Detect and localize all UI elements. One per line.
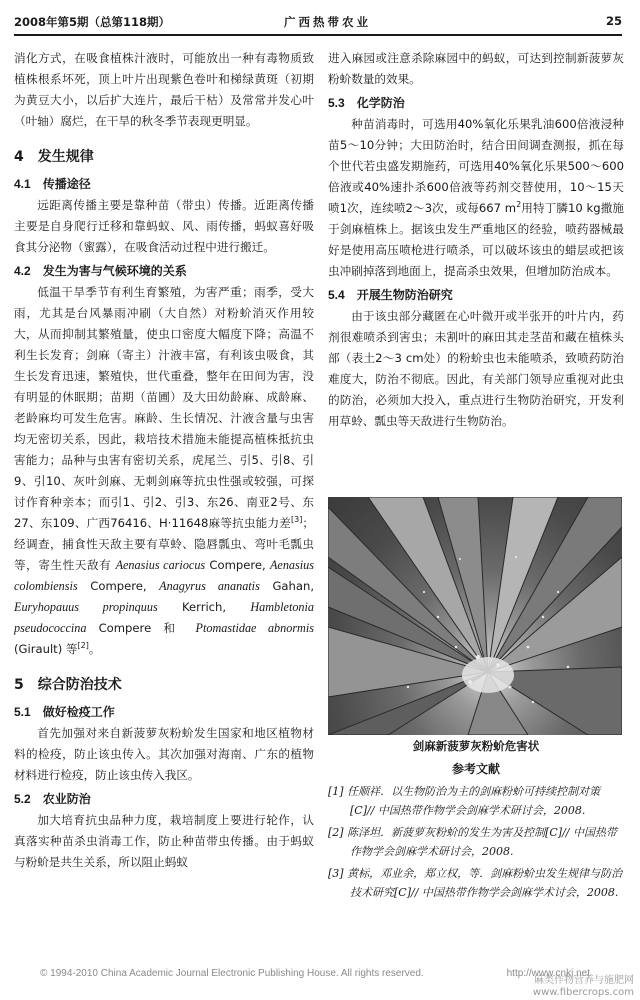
reference-item: [2] 陈泽坦．新菠萝灰粉蚧的发生为害及控制[C]// 中国热带作物学会剑麻学术研讨会，2008. [328, 826, 617, 858]
section-heading-4: 4 发生规律 [14, 149, 94, 165]
citation-2: [2] [77, 641, 89, 651]
figure-caption: 剑麻新菠萝灰粉蚧危害状 [412, 739, 540, 753]
citation-3: [3] [291, 515, 303, 525]
species-name: Euryhopauus propinquus [14, 600, 158, 614]
species-name: Aenasius colombiensis [14, 558, 314, 593]
subsection-heading-5-1: 5.1 做好检疫工作 [14, 705, 115, 719]
species-name: Ptomastidae abnormis [195, 621, 314, 635]
issue-info: 2008年第5期（总第118期） [14, 15, 171, 29]
page-number: 25 [605, 14, 622, 28]
site-url: http://www.cnki.net [506, 968, 590, 979]
journal-name: 广西热带农业 [284, 15, 371, 29]
running-header [14, 14, 622, 34]
paragraph-continued: 消化方式，在吸食植株汁液时，可能放出一种有毒物质致植株根系坏死，顶上叶片出现紫色卷叶和梯绿黄斑（初期为黄豆大小，以后扩大连片，最后干枯）及常常并发心叶（叶轴）腐烂，在干旱的秋冬季节表现更明显。 [14, 51, 314, 128]
species-name: Aenasius cariocus [115, 558, 206, 572]
species-name: Anagyrus ananatis [159, 579, 260, 593]
paragraph-climate: 低温干旱季节有利生育繁殖，为害严重；雨季，受大雨，尤其是台风暴雨冲刷（大自然）对粉蚧消灭作用较大，从而抑制其繁殖量，使虫口密度大幅度下降；高温不利生长发育；剑麻（寄主）汁液丰富，有利该虫吸食，其生长发育迅速，繁殖快，世代重叠，整年在田间为害，没有明显的休眠期；苗期（苗圃）及大田幼龄麻、成龄麻、老龄麻均可发生危害。麻龄、生长情况、汁液含量与虫害均无密切关系，因此，栽培技术措施未能提高植株抵抗虫害能力；品种与虫害有密切关系，虎尾兰、引5、引8、引9、引10、灰叶剑麻、无刺剑麻等抗虫性强或较强，可探讨作育种亲本；而引1、引2、引3、东26、南亚2号、东27、东109、广西76416、H·11648麻等抗虫能力差[3]；经调查，捕食性天敌主要有草蛉、隐唇瓢虫、弯叶毛瓢虫等，寄生性天敌有 Aenasius cariocus Compere, Aenasius colombiensis Compere, Anagyrus ananatis Gahan, Euryhopauus propinquus Kerrich, Hambletonia pseudococcina Compere 和 Ptomastidae abnormis (Girault) 等[2]。 [14, 285, 315, 656]
subsection-heading-4-1: 4.1 传播途径 [14, 177, 91, 191]
species-name: Hambletonia pseudococcina [14, 600, 314, 635]
section-heading-5: 5 综合防治技术 [14, 677, 122, 693]
references-list [328, 782, 624, 905]
paragraph-agricultural-control: 加大培育抗虫品种力度，栽培制度上要进行轮作，认真落实种苗杀虫消毒工作，防止种苗带虫传播。由于蚂蚁与粉蚧是共生关系，所以阻止蚂蚁 [14, 813, 314, 869]
paragraph-biological-control: 由于该虫部分藏匿在心叶微开或半张开的叶片内，药剂很难喷杀到害虫；未割叶的麻田其走茎苗和藏在植株头部（表土2～3 cm处）的粉蚧虫也未能喷杀，致喷药防治难度大，防治不彻底。因此，有关部门领导应重视对此虫的防治，必须加大投入，重点进行生物防治研究，开发利用草蛉、瓢虫等天敌进行生物防治。 [328, 309, 624, 428]
subsection-heading-4-2: 4.2 发生为害与气候环境的关系 [14, 264, 187, 278]
subsection-heading-5-2: 5.2 农业防治 [14, 792, 91, 806]
paragraph-transmission: 远距离传播主要是靠种苗（带虫）传播。近距离传播主要是自身爬行迁移和靠蚂蚁、风、雨传播，蚂蚁喜好吸食其分泌物（蜜露），在吸食活动过程中进行搬迁。 [14, 198, 314, 254]
site-watermark: 麻类作物营养与施肥网 www.fibercrops.com [532, 975, 634, 998]
header-rule [14, 34, 622, 36]
subsection-heading-5-3: 5.3 化学防治 [328, 96, 405, 110]
references-title: 参考文献 [451, 762, 500, 776]
paragraph-chemical-control: 种苗消毒时，可选用40%氧化乐果乳油600倍液浸种苗5～10分钟；大田防治时，结合田间调查测报，抓在每个世代若虫盛发期施药，可选用40%氧化乐果500～600倍液或40%速扑杀600倍液等药剂交替使用，10～15天喷1次，连续喷2～3次，或每667 $m^2$用特丁膦10 kg撒施于剑麻植株上。据该虫发生严重地区的经验，喷药器械最好是使用高压喷枪进行喷杀，可以破坏该虫的蜡层或把该虫冲刷掉落到地面上，提高杀虫效果，但增加防治成本。 [328, 117, 624, 278]
subsection-heading-5-4: 5.4 开展生物防治研究 [328, 288, 453, 302]
left-column [14, 48, 314, 873]
copyright-text: © 1994-2010 China Academic Journal Electronic Publishing House. All rights reserved. [40, 968, 424, 979]
sisal-damage-photo [328, 497, 622, 735]
reference-item: [3] 黄标，邓业余，郑立权，等．剑麻粉蚧虫发生规律与防治技术研究[C]// 中国热带作物学会剑麻学术讨会，2008. [328, 867, 623, 899]
paragraph-quarantine: 首先加强对来自新菠萝灰粉蚧发生国家和地区植物材料的检疫，防止该虫传入。其次加强对海南、广东的植物材料进行检疫，防止该虫传入我区。 [14, 726, 314, 782]
paragraph-continued-right: 进入麻园或注意杀除麻园中的蚂蚁，可达到控制新菠萝灰粉蚧数量的效果。 [328, 51, 624, 86]
right-column [328, 48, 624, 432]
reference-item: [1] 任顺祥．以生物防治为主的剑麻粉蚧可持续控制对策[C]// 中国热带作物学会剑麻学术研讨会，2008. [328, 785, 601, 817]
